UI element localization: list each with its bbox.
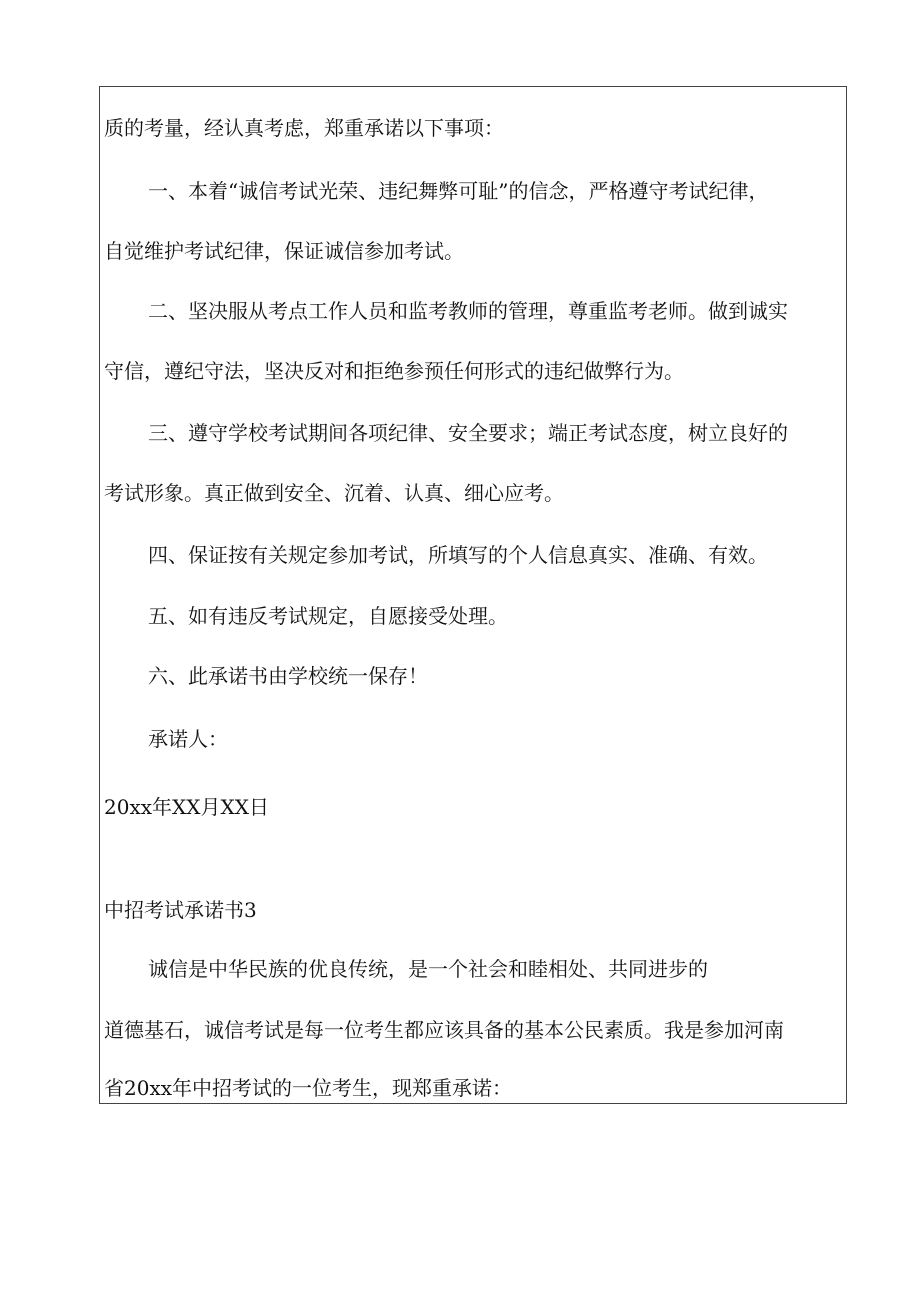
text-line-9: 五、如有违反考试规定，自愿接受处理。 [148, 604, 508, 628]
text-line-15: 道德基石，诚信考试是每一位考生都应该具备的基本公民素质。我是参加河南 [104, 1018, 784, 1042]
text-line-14: 诚信是中华民族的优良传统，是一个社会和睦相处、共同进步的 [148, 957, 708, 981]
text-line-1: 质的考量，经认真考虑，郑重承诺以下事项： [104, 116, 504, 140]
text-line-5: 守信，遵纪守法，坚决反对和拒绝参预任何形式的违纪做弊行为。 [104, 359, 684, 383]
text-line-7: 考试形象。真正做到安全、沉着、认真、细心应考。 [104, 481, 564, 505]
text-line-8: 四、保证按有关规定参加考试，所填写的个人信息真实、准确、有效。 [148, 543, 768, 567]
text-line-10: 六、此承诺书由学校统一保存！ [148, 664, 428, 688]
text-line-2: 一、本着“诚信考试光荣、违纪舞弊可耻”的信念，严格遵守考试纪律， [148, 179, 769, 203]
signatory-label: 承诺人： [148, 727, 228, 751]
date-line: 20xx年XX月XX日 [104, 795, 269, 819]
text-line-16: 省20xx年中招考试的一位考生，现郑重承诺： [104, 1076, 513, 1100]
text-line-6: 三、遵守学校考试期间各项纪律、安全要求；端正考试态度，树立良好的 [148, 421, 788, 445]
section-title: 中招考试承诺书3 [104, 898, 257, 922]
text-line-4: 二、坚决服从考点工作人员和监考教师的管理，尊重监考老师。做到诚实 [148, 299, 788, 323]
text-line-3: 自觉维护考试纪律，保证诚信参加考试。 [104, 239, 464, 263]
